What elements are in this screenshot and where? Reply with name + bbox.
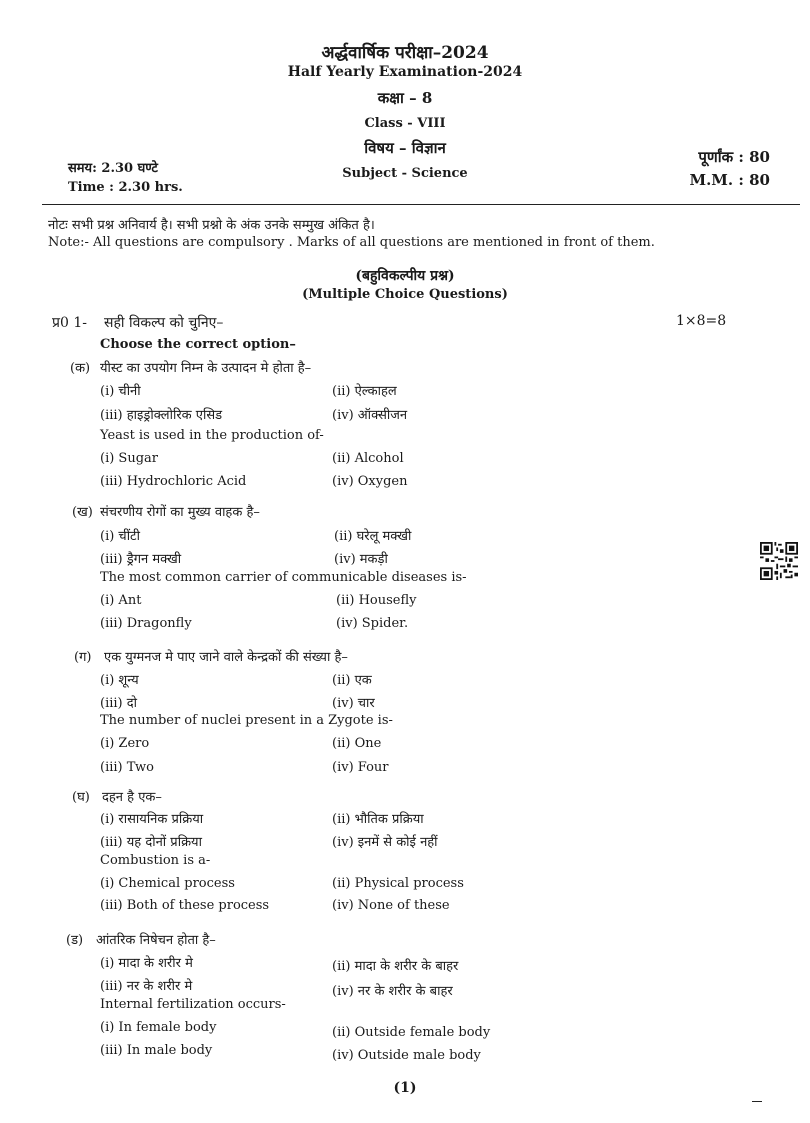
option-en-2: (ii) One xyxy=(332,736,382,751)
option-hi-3: (iii) दो xyxy=(100,696,138,711)
option-en-3: (iii) Dragonfly xyxy=(100,616,192,631)
item-marker: (घ) xyxy=(72,790,90,805)
option-en-4: (iv) Spider. xyxy=(336,616,409,631)
option-hi-2: (ii) एक xyxy=(332,673,372,688)
max-marks-english: M.M. : 80 xyxy=(689,171,770,189)
option-en-1: (i) Chemical process xyxy=(100,876,235,891)
item-question-hindi: यीस्ट का उपयोग निम्न के उत्पादन मे होता है– xyxy=(100,361,312,376)
option-en-3: (iii) In male body xyxy=(100,1043,213,1058)
scan-mark xyxy=(752,1101,762,1102)
item-question-english: Internal fertilization occurs- xyxy=(100,997,286,1012)
option-hi-1: (i) चींटी xyxy=(100,529,140,544)
subject-english: Subject - Science xyxy=(342,166,468,181)
option-hi-1: (i) चीनी xyxy=(100,384,141,399)
option-hi-3: (iii) नर के शरीर मे xyxy=(100,979,193,994)
item-question-hindi: दहन है एक– xyxy=(102,790,162,805)
page-number: (1) xyxy=(393,1080,417,1096)
item-question-english: Yeast is used in the production of- xyxy=(100,428,324,443)
item-question-hindi: आंतरिक निषेचन होता है– xyxy=(96,933,216,948)
question-marks: 1×8=8 xyxy=(676,313,727,329)
option-en-3: (iii) Both of these process xyxy=(100,898,270,913)
option-en-4: (iv) None of these xyxy=(332,898,450,913)
item-marker: (ग) xyxy=(74,650,92,665)
option-en-1: (i) Ant xyxy=(100,593,142,608)
item-question-english: The number of nuclei present in a Zygote is- xyxy=(100,713,393,728)
option-hi-3: (iii) यह दोनों प्रक्रिया xyxy=(100,835,202,850)
section-title-hindi: (बहुविकल्पीय प्रश्न) xyxy=(355,268,455,284)
header-divider xyxy=(42,204,800,205)
option-hi-4: (iv) मकड़ी xyxy=(334,552,388,567)
item-question-english: Combustion is a- xyxy=(100,853,211,868)
option-hi-3: (iii) ड्रैगन मक्खी xyxy=(100,552,182,567)
item-question-english: The most common carrier of communicable diseases is- xyxy=(100,570,467,585)
option-hi-1: (i) शून्य xyxy=(100,673,139,688)
section-title-english: (Multiple Choice Questions) xyxy=(302,287,508,302)
instruction-hindi: सही विकल्प को चुनिए– xyxy=(104,315,224,331)
option-en-3: (iii) Hydrochloric Acid xyxy=(100,474,247,489)
class-hindi: कक्षा – 8 xyxy=(377,89,433,107)
item-marker: (ड) xyxy=(66,933,84,948)
option-hi-2: (ii) भौतिक प्रक्रिया xyxy=(332,812,424,827)
time-hindi: समय: 2.30 घण्टे xyxy=(68,161,158,176)
subject-hindi: विषय – विज्ञान xyxy=(364,139,446,157)
option-en-2: (ii) Housefly xyxy=(336,593,417,608)
option-hi-1: (i) मादा के शरीर मे xyxy=(100,956,193,971)
note-english: Note:- All questions are compulsory . Marks of all questions are mentioned in front of them. xyxy=(48,235,655,250)
option-en-2: (ii) Outside female body xyxy=(332,1025,491,1040)
qr-code-icon xyxy=(760,542,798,580)
class-english: Class - VIII xyxy=(364,116,446,131)
option-en-1: (i) Sugar xyxy=(100,451,158,466)
item-question-hindi: संचरणीय रोगों का मुख्य वाहक है– xyxy=(100,505,260,520)
option-en-2: (ii) Alcohol xyxy=(332,451,404,466)
option-hi-3: (iii) हाइड्रोक्लोरिक एसिड xyxy=(100,408,223,423)
item-marker: (क) xyxy=(70,361,91,376)
option-en-2: (ii) Physical process xyxy=(332,876,464,891)
option-hi-4: (iv) चार xyxy=(332,696,375,711)
time-english: Time : 2.30 hrs. xyxy=(68,180,183,195)
max-marks-hindi: पूर्णांक : 80 xyxy=(698,148,770,166)
item-question-hindi: एक युग्मनज मे पाए जाने वाले केन्द्रकों की संख्या है– xyxy=(104,650,348,665)
instruction-english: Choose the correct option– xyxy=(100,337,296,352)
title-hindi: अर्द्धवार्षिक परीक्षा–2024 xyxy=(321,43,489,63)
option-hi-4: (iv) ऑक्सीजन xyxy=(332,408,408,423)
item-marker: (ख) xyxy=(72,505,93,520)
option-hi-4: (iv) नर के शरीर के बाहर xyxy=(332,984,453,999)
option-hi-4: (iv) इनमें से कोई नहीं xyxy=(332,835,438,850)
option-en-4: (iv) Four xyxy=(332,760,389,775)
option-hi-1: (i) रासायनिक प्रक्रिया xyxy=(100,812,204,827)
option-hi-2: (ii) ऐल्काहल xyxy=(332,384,397,399)
option-hi-2: (ii) घरेलू मक्खी xyxy=(334,529,412,544)
option-en-3: (iii) Two xyxy=(100,760,154,775)
option-hi-2: (ii) मादा के शरीर के बाहर xyxy=(332,959,459,974)
option-en-4: (iv) Outside male body xyxy=(332,1048,481,1063)
option-en-1: (i) Zero xyxy=(100,736,150,751)
note-hindi: नोटः सभी प्रश्न अनिवार्य है। सभी प्रश्नो के अंक उनके सम्मुख अंकित है। xyxy=(48,218,375,233)
question-number: प्र0 1- xyxy=(52,315,87,331)
option-en-1: (i) In female body xyxy=(100,1020,217,1035)
option-en-4: (iv) Oxygen xyxy=(332,474,408,489)
title-english: Half Yearly Examination-2024 xyxy=(287,64,523,80)
